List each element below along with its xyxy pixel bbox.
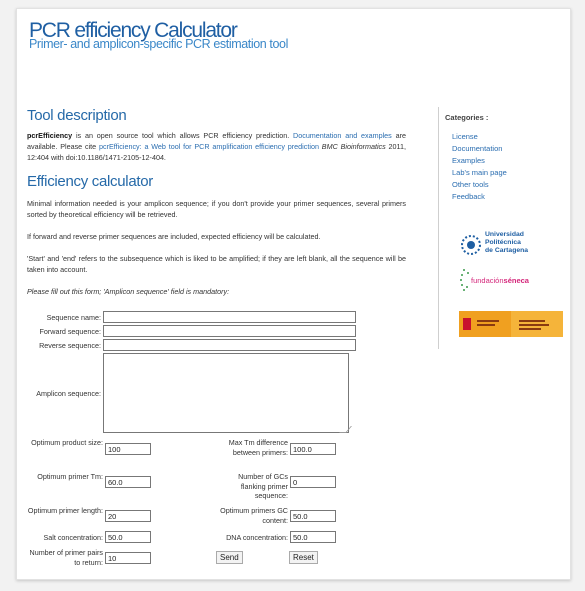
opt-product-size-input[interactable] <box>105 443 151 455</box>
efficiency-calculator-heading: Efficiency calculator <box>27 172 153 190</box>
page-container <box>16 8 571 580</box>
sequence-name-label: Sequence name: <box>46 313 101 322</box>
dna-concentration-input[interactable] <box>290 531 336 543</box>
categories-title: Categories : <box>445 113 489 122</box>
spanish-ministry-logo <box>459 311 563 337</box>
max-tm-difference-label: Max Tm difference between primers: <box>228 438 288 457</box>
max-tm-difference-input[interactable] <box>290 443 336 455</box>
site-title: PCR efficiency Calculator <box>29 19 237 42</box>
tool-description-heading: Tool description <box>27 107 127 124</box>
tool-description-text <box>27 130 406 164</box>
amplicon-sequence-label: Amplicon sequence: <box>36 389 101 398</box>
reverse-sequence-input[interactable] <box>103 339 356 351</box>
ministerio-block <box>511 311 563 337</box>
sidebar <box>438 107 567 349</box>
fundacion-seneca-logo <box>459 267 555 297</box>
seneca-text-a: fundación <box>471 276 504 285</box>
upct-logo <box>459 231 555 261</box>
num-primer-pairs-input[interactable] <box>105 552 151 564</box>
opt-primer-tm-input[interactable] <box>105 476 151 488</box>
num-gcs-input[interactable] <box>290 476 336 488</box>
journal-name: BMC Bioinformatics <box>321 142 386 152</box>
send-button[interactable]: Send <box>216 551 243 564</box>
opt-primer-tm-label: Optimum primer Tm: <box>37 472 103 481</box>
opt-gc-content-label: Optimum primers GC content: <box>220 506 288 525</box>
reset-button[interactable]: Reset <box>289 551 318 564</box>
opt-primer-length-input[interactable] <box>105 510 151 522</box>
upct-emblem-icon <box>459 233 483 257</box>
documentation-link[interactable]: Documentation and examples <box>293 131 392 140</box>
upct-line-1: Universidad <box>485 231 524 238</box>
sidebar-item-documentation[interactable]: Documentation <box>452 144 503 153</box>
num-primer-pairs-label: Number of primer pairs to return: <box>29 548 103 567</box>
salt-concentration-label: Salt concentration: <box>43 533 103 542</box>
intro-paragraph-1: Minimal information needed is your amplicon sequence; if you don't provide your primer sequences, several primers sorted by theoretical efficiency will be retrieved. <box>27 198 406 219</box>
tool-desc-part2: are available. Please cite <box>27 131 406 152</box>
coat-of-arms-icon <box>463 318 471 330</box>
salt-concentration-input[interactable] <box>105 531 151 543</box>
num-gcs-label: Number of GCs flanking primer sequence: <box>238 472 288 500</box>
opt-gc-content-input[interactable] <box>290 510 336 522</box>
categories-list <box>452 131 507 203</box>
sidebar-item-labs-main-page[interactable]: Lab's main page <box>452 168 507 177</box>
opt-product-size-label: Optimum product size: <box>31 438 103 447</box>
gobierno-block <box>459 311 511 337</box>
main-content <box>27 107 406 297</box>
seneca-text-b: séneca <box>503 276 529 285</box>
dna-concentration-label: DNA concentration: <box>226 533 288 542</box>
tool-name: pcrEfficiency <box>27 131 73 140</box>
site-subtitle: Primer- and amplicon-specific PCR estimation tool <box>29 37 288 51</box>
forward-sequence-label: Forward sequence: <box>39 327 101 336</box>
sidebar-item-license[interactable]: License <box>452 132 478 141</box>
upct-line-2: Politécnica <box>485 239 521 246</box>
sidebar-item-feedback[interactable]: Feedback <box>452 192 485 201</box>
tool-desc-part1: is an open source tool which allows PCR efficiency prediction. <box>72 131 294 140</box>
reverse-sequence-label: Reverse sequence: <box>39 341 101 350</box>
amplicon-sequence-textarea[interactable] <box>103 353 349 433</box>
sidebar-item-other-tools[interactable]: Other tools <box>452 180 489 189</box>
upct-line-3: de Cartagena <box>485 247 529 254</box>
sidebar-item-examples[interactable]: Examples <box>452 156 485 165</box>
forward-sequence-input[interactable] <box>103 325 356 337</box>
opt-primer-length-label: Optimum primer length: <box>27 506 103 515</box>
form-note: Please fill out this form; 'Amplicon sequence' field is mandatory: <box>27 286 230 296</box>
sequence-name-input[interactable] <box>103 311 356 323</box>
intro-paragraph-2: If forward and reverse primer sequences are included, expected efficiency will be calculated. <box>27 232 321 242</box>
intro-paragraph-3: 'Start' and 'end' refers to the subsequence which is liked to be amplified; if they are left blank, all the sequence will be taken into account. <box>27 254 406 275</box>
citation-text: 2011, 12:404 with doi:10.1186/1471-2105-12-404. <box>27 142 407 163</box>
citation-link[interactable]: pcrEfficiency: a Web tool for PCR amplification efficiency prediction <box>99 142 319 152</box>
